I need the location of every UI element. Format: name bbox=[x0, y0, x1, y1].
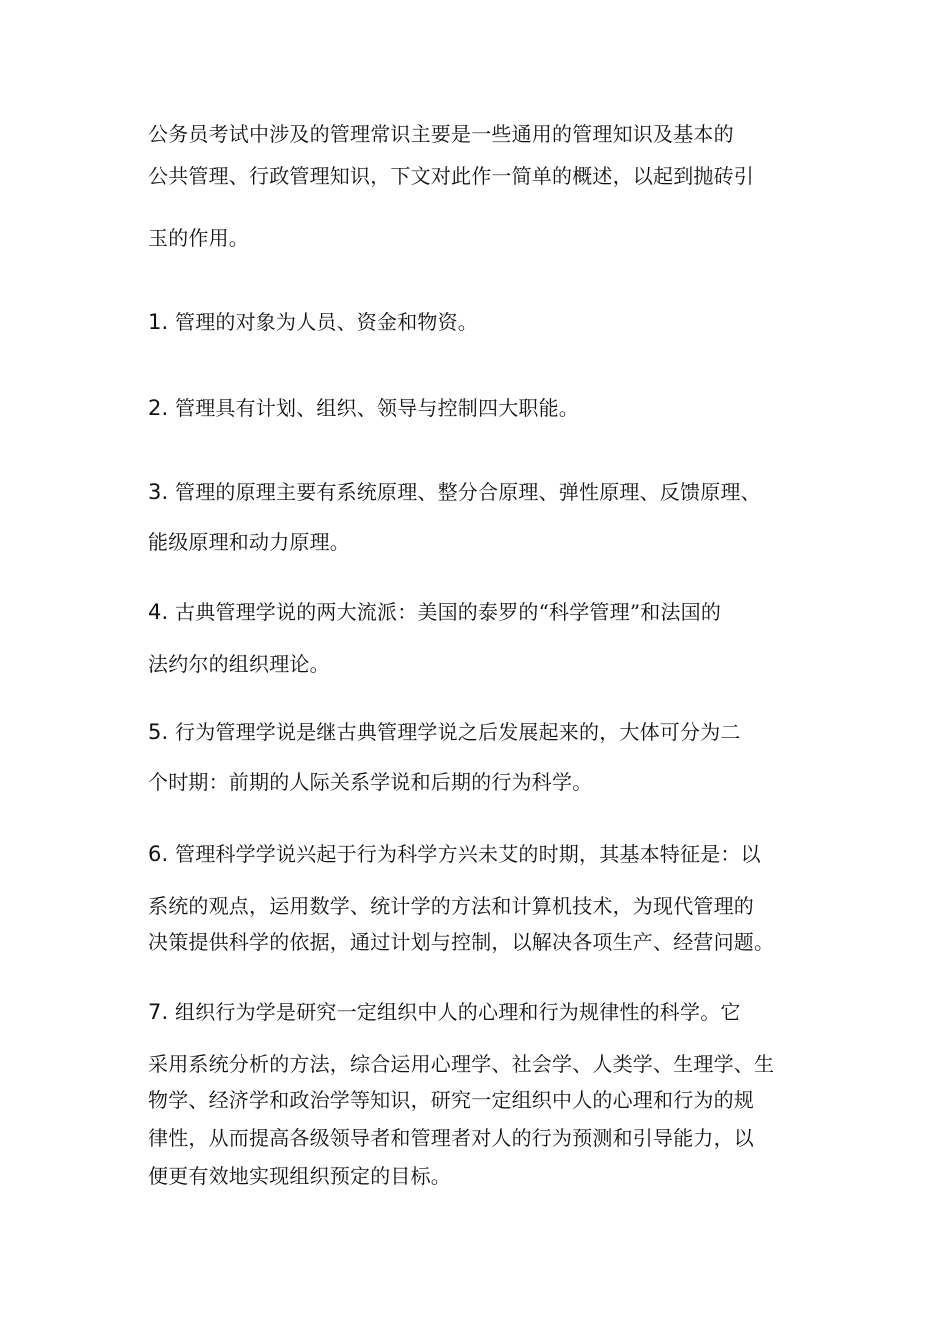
item-6-number: 6. bbox=[148, 842, 169, 866]
item-7-line-4: 律性，从而提高各级领导者和管理者对人的行为预测和引导能力，以 bbox=[148, 1126, 754, 1150]
item-7-line-5: 便更有效地实现组织预定的目标。 bbox=[148, 1164, 451, 1188]
intro-line-2: 公共管理、行政管理知识，下文对此作一简单的概述，以起到抛砖引 bbox=[148, 164, 754, 188]
item-3-line-2: 能级原理和动力原理。 bbox=[148, 530, 350, 554]
item-5-line-1 bbox=[148, 718, 818, 746]
item-6-line-1 bbox=[148, 840, 818, 868]
item-3-number: 3. bbox=[148, 480, 169, 504]
item-6-line-2: 系统的观点，运用数学、统计学的方法和计算机技术，为现代管理的 bbox=[148, 894, 754, 918]
item-2-text: 管理具有计划、组织、领导与控制四大职能。 bbox=[175, 396, 579, 420]
item-4-number: 4. bbox=[148, 600, 169, 624]
intro-line-3: 玉的作用。 bbox=[148, 226, 249, 250]
item-7-line-3: 物学、经济学和政治学等知识，研究一定组织中人的心理和行为的规 bbox=[148, 1088, 754, 1112]
item-2-line-1 bbox=[148, 394, 818, 422]
item-5-text: 行为管理学说是继古典管理学说之后发展起来的，大体可分为二 bbox=[175, 720, 741, 744]
item-7-line-2: 采用系统分析的方法，综合运用心理学、社会学、人类学、生理学、生 bbox=[148, 1052, 775, 1076]
item-1-text: 管理的对象为人员、资金和物资。 bbox=[175, 310, 478, 334]
item-1-line-1 bbox=[148, 308, 818, 336]
item-4-line-1 bbox=[148, 598, 818, 626]
item-7-text: 组织行为学是研究一定组织中人的心理和行为规律性的科学。它 bbox=[175, 1000, 741, 1024]
item-4-line-2: 法约尔的组织理论。 bbox=[148, 652, 330, 676]
intro-line-1: 公务员考试中涉及的管理常识主要是一些通用的管理知识及基本的 bbox=[148, 122, 734, 146]
item-5-number: 5. bbox=[148, 720, 169, 744]
item-6-text: 管理科学学说兴起于行为科学方兴未艾的时期，其基本特征是：以 bbox=[175, 842, 761, 866]
item-7-number: 7. bbox=[148, 1000, 169, 1024]
item-4-text: 古典管理学说的两大流派：美国的泰罗的“科学管理”和法国的 bbox=[175, 600, 722, 624]
item-5-line-2: 个时期：前期的人际关系学说和后期的行为科学。 bbox=[148, 770, 593, 794]
item-6-line-3: 决策提供科学的依据，通过计划与控制，以解决各项生产、经营问题。 bbox=[148, 930, 775, 954]
item-3-line-1 bbox=[148, 478, 818, 506]
item-1-number: 1. bbox=[148, 310, 169, 334]
item-2-number: 2. bbox=[148, 396, 169, 420]
item-7-line-1 bbox=[148, 998, 818, 1026]
item-3-text: 管理的原理主要有系统原理、整分合原理、弹性原理、反馈原理、 bbox=[175, 480, 761, 504]
